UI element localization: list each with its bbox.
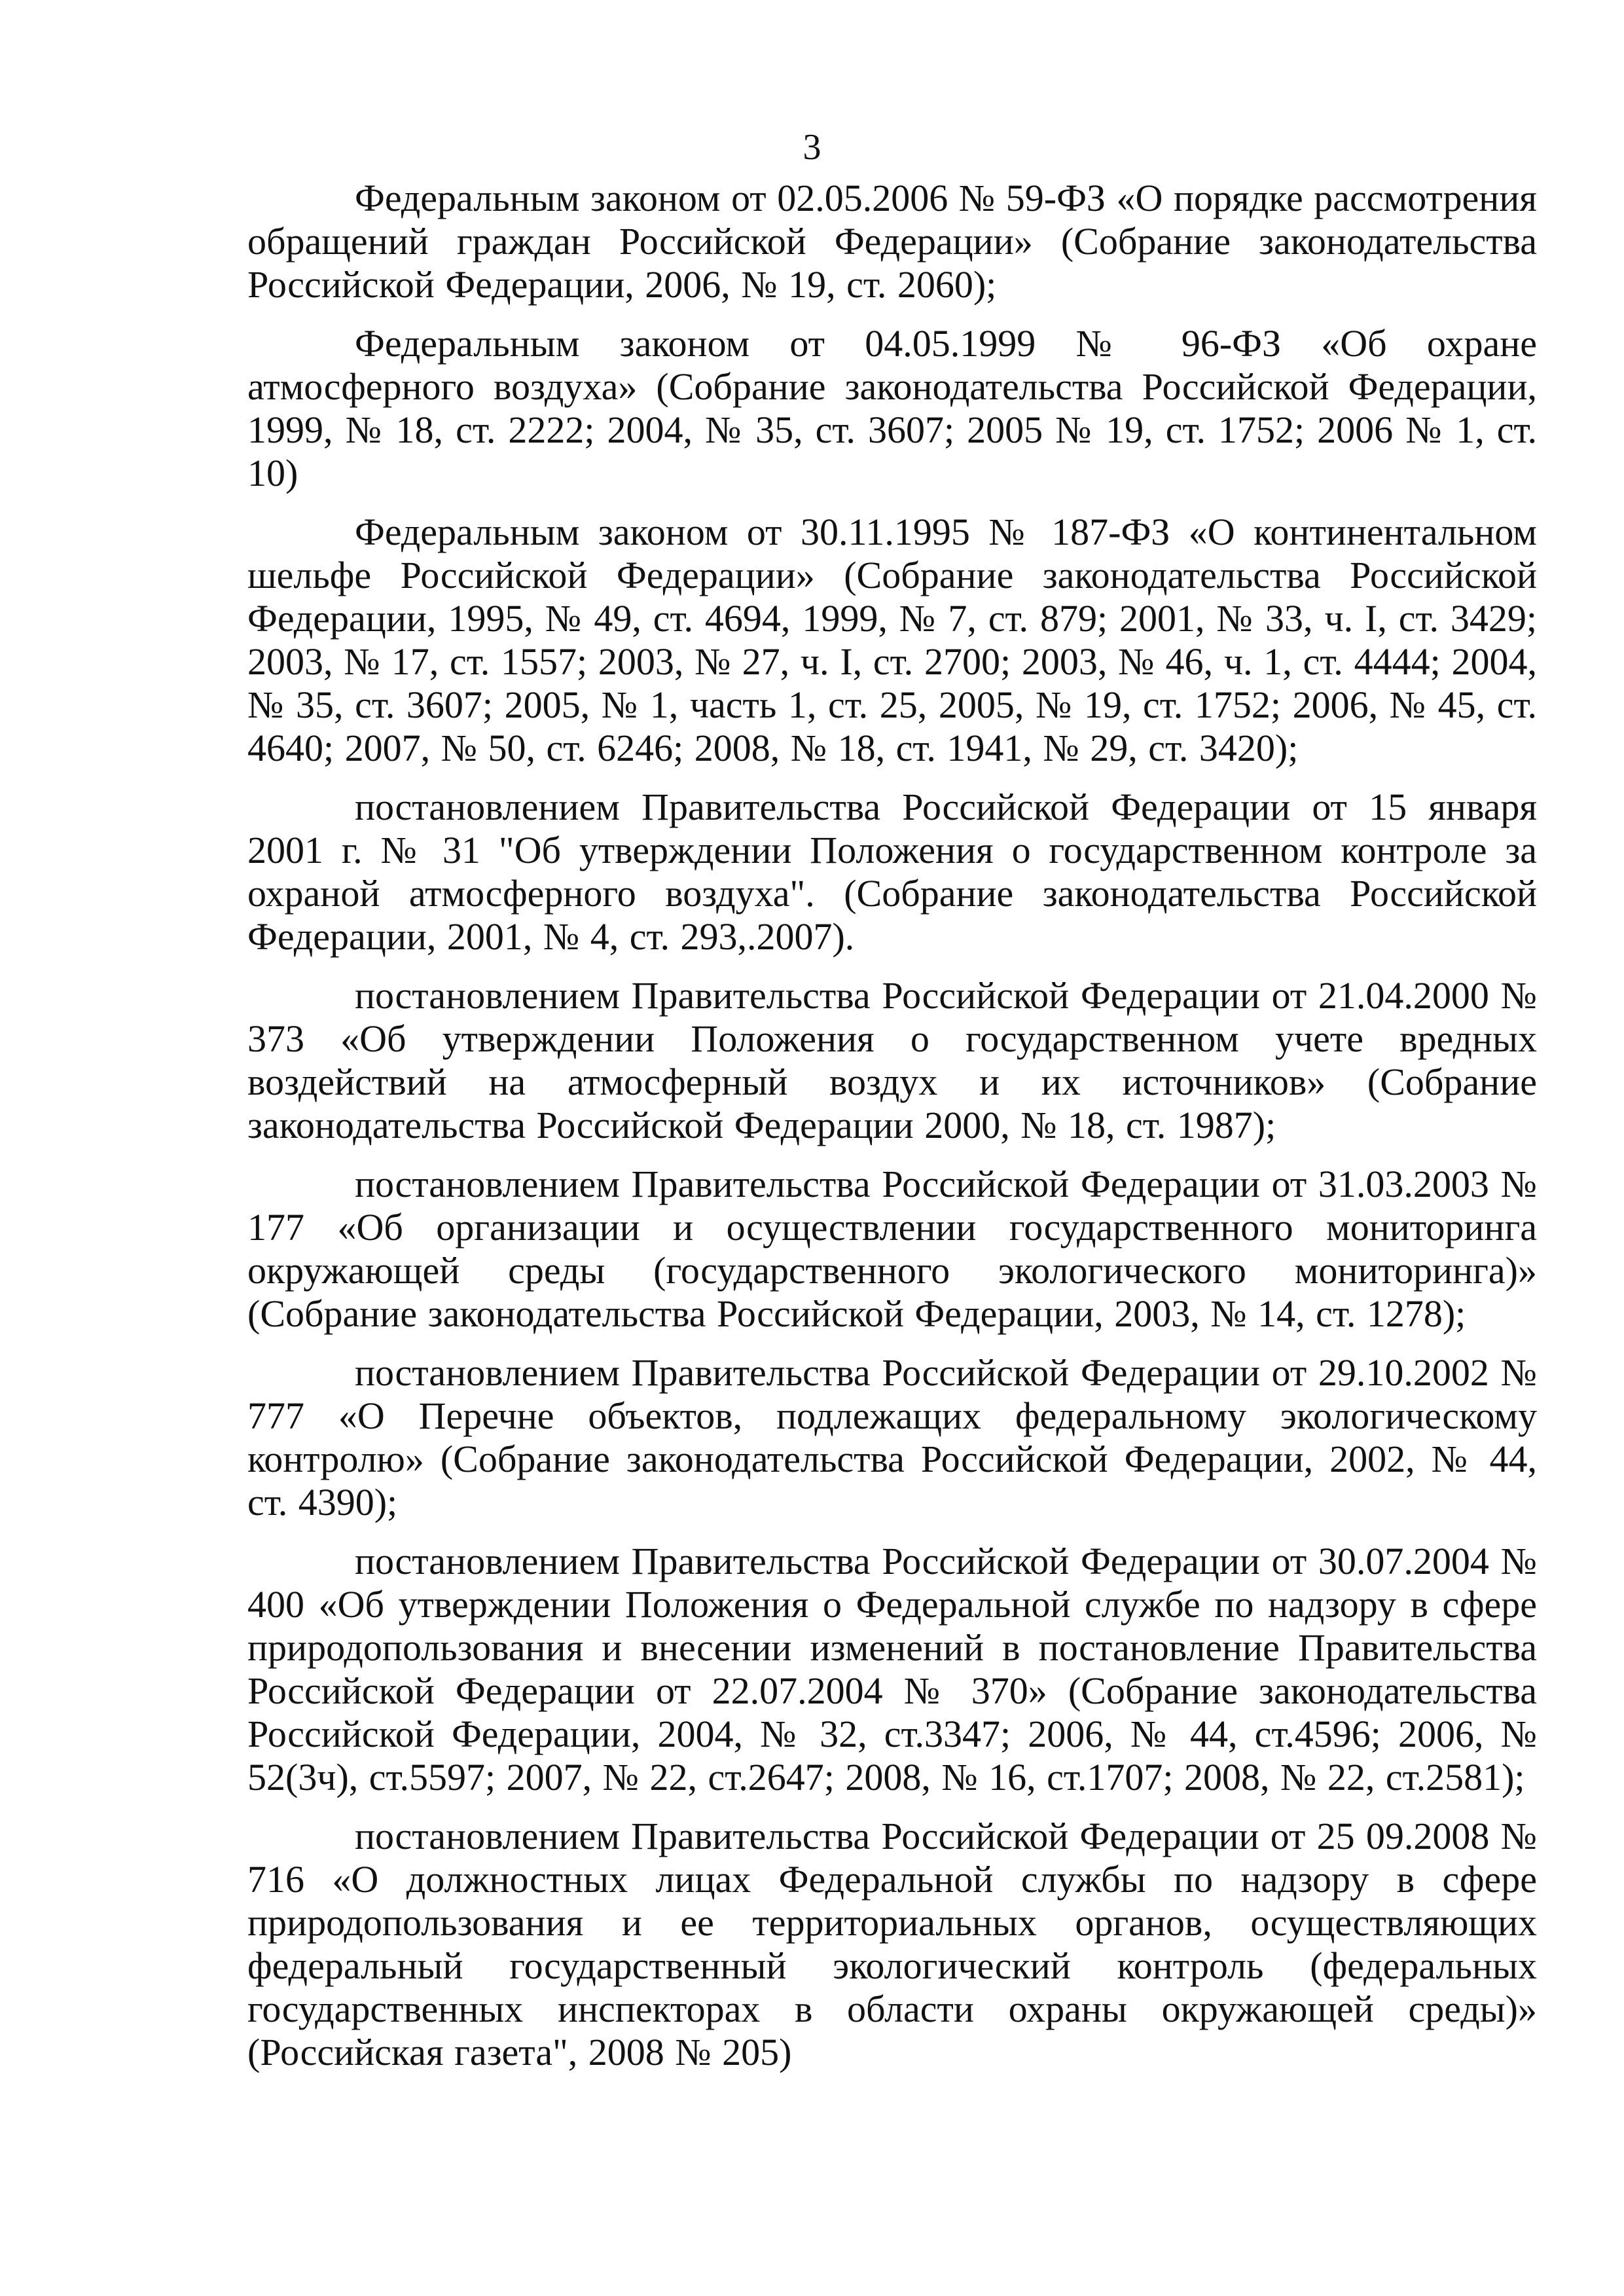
- paragraph-fz-59: Федеральным законом от 02.05.2006 № 59-ФЗ «О порядке рассмотрения обращений граждан Российской Федерации» (Собрание законодательства Российской Федерации, 2006, № 19, ст. 2060);: [247, 177, 1537, 306]
- paragraph-resolution-177: постановлением Правительства Российской Федерации от 31.03.2003 № 177 «Об организации и осуществлении государственного мониторинга окружающей среды (государственного экологического мониторинга)» (Собрание законодательства Российской Федерации, 2003, № 14, ст. 1278);: [247, 1163, 1537, 1335]
- paragraph-resolution-777: постановлением Правительства Российской Федерации от 29.10.2002 № 777 «О Перечне объектов, подлежащих федеральному экологическому контролю» (Собрание законодательства Российской Федерации, 2002, № 44, ст. 4390);: [247, 1351, 1537, 1523]
- paragraph-resolution-716: постановлением Правительства Российской Федерации от 25 09.2008 № 716 «О должностных лицах Федеральной службы по надзору в сфере природопользования и ее территориальных органов, осуществляющих федеральный государственный экологический контроль (федеральных государственных инспекторах в области охраны окружающей среды)» (Российская газета", 2008 № 205): [247, 1815, 1537, 2073]
- paragraph-resolution-400: постановлением Правительства Российской Федерации от 30.07.2004 № 400 «Об утверждении Положения о Федеральной службе по надзору в сфере природопользования и внесении изменений в постановление Правительства Российской Федерации от 22.07.2004 № 370» (Собрание законодательства Российской Федерации, 2004, № 32, ст.3347; 2006, № 44, ст.4596; 2006, № 52(3ч), ст.5597; 2007, № 22, ст.2647; 2008, № 16, ст.1707; 2008, № 22, ст.2581);: [247, 1540, 1537, 1798]
- paragraph-fz-96: Федеральным законом от 04.05.1999 № 96-ФЗ «Об охране атмосферного воздуха» (Собрание законодательства Российской Федерации, 1999, № 18, ст. 2222; 2004, № 35, ст. 3607; 2005 № 19, ст. 1752; 2006 № 1, ст. 10): [247, 322, 1537, 494]
- paragraph-fz-187: Федеральным законом от 30.11.1995 № 187-ФЗ «О континентальном шельфе Российской Федерации» (Собрание законодательства Российской Федерации, 1995, № 49, ст. 4694, 1999, № 7, ст. 879; 2001, № 33, ч. I, ст. 3429; 2003, № 17, ст. 1557; 2003, № 27, ч. I, ст. 2700; 2003, № 46, ч. 1, ст. 4444; 2004, № 35, ст. 3607; 2005, № 1, часть 1, ст. 25, 2005, № 19, ст. 1752; 2006, № 45, ст. 4640; 2007, № 50, ст. 6246; 2008, № 18, ст. 1941, № 29, ст. 3420);: [247, 511, 1537, 769]
- page-number: 3: [803, 127, 821, 168]
- paragraph-resolution-31: постановлением Правительства Российской Федерации от 15 января 2001 г. № 31 "Об утверждении Положения о государственном контроле за охраной атмосферного воздуха". (Собрание законодательства Российской Федерации, 2001, № 4, ст. 293,.2007).: [247, 786, 1537, 958]
- paragraph-resolution-373: постановлением Правительства Российской Федерации от 21.04.2000 № 373 «Об утверждении Положения о государственном учете вредных воздействий на атмосферный воздух и их источников» (Собрание законодательства Российской Федерации 2000, № 18, ст. 1987);: [247, 974, 1537, 1146]
- document-body: [247, 177, 1537, 2090]
